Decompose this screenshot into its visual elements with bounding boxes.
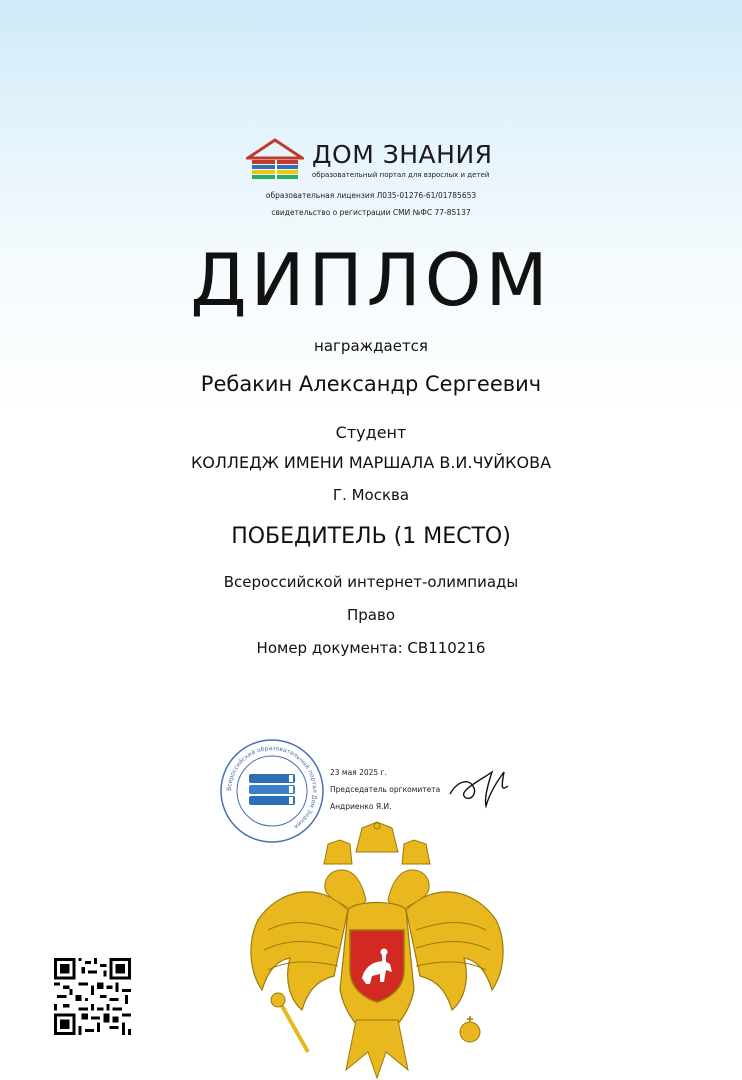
issue-date: 23 мая 2025 г. — [330, 768, 387, 777]
qr-code — [54, 958, 131, 1035]
diploma-title: ДИПЛОМ — [190, 238, 552, 322]
brand-name: ДОМ ЗНАНИЯ — [312, 140, 493, 169]
recipient-name: Ребакин Александр Сергеевич — [200, 372, 542, 396]
brand-logo — [246, 138, 506, 186]
signer-name: Андриенко Я.И. — [330, 802, 392, 811]
recipient-role: Студент — [335, 423, 407, 442]
coat-of-arms — [238, 820, 516, 1080]
city: Г. Москва — [332, 486, 410, 504]
awarded-label: награждается — [314, 337, 428, 355]
document-number: Номер документа: СВ110216 — [256, 639, 486, 657]
svg-text:Всероссийский образовательный: Всероссийский образовательный портал Дом Знания — [225, 744, 319, 830]
event-name: Всероссийской интернет-олимпиады — [223, 573, 519, 591]
brand-tagline: образовательный портал для взрослых и детей — [312, 171, 490, 179]
place-award: ПОБЕДИТЕЛЬ (1 МЕСТО) — [231, 524, 511, 549]
registration-text: свидетельство о регистрации СМИ №ФС 77-85137 — [271, 208, 471, 217]
house-books-icon — [246, 138, 304, 182]
books-icon — [249, 774, 295, 805]
institution-name: КОЛЛЕДЖ ИМЕНИ МАРШАЛА В.И.ЧУЙКОВА — [190, 453, 552, 472]
signature-mark — [444, 762, 514, 812]
signature-block — [330, 764, 440, 815]
subject-name: Право — [346, 606, 395, 624]
signer-position: Председатель оргкомитета — [330, 785, 441, 794]
license-text: образовательная лицензия Л035-01276-61/01785653 — [265, 191, 477, 200]
